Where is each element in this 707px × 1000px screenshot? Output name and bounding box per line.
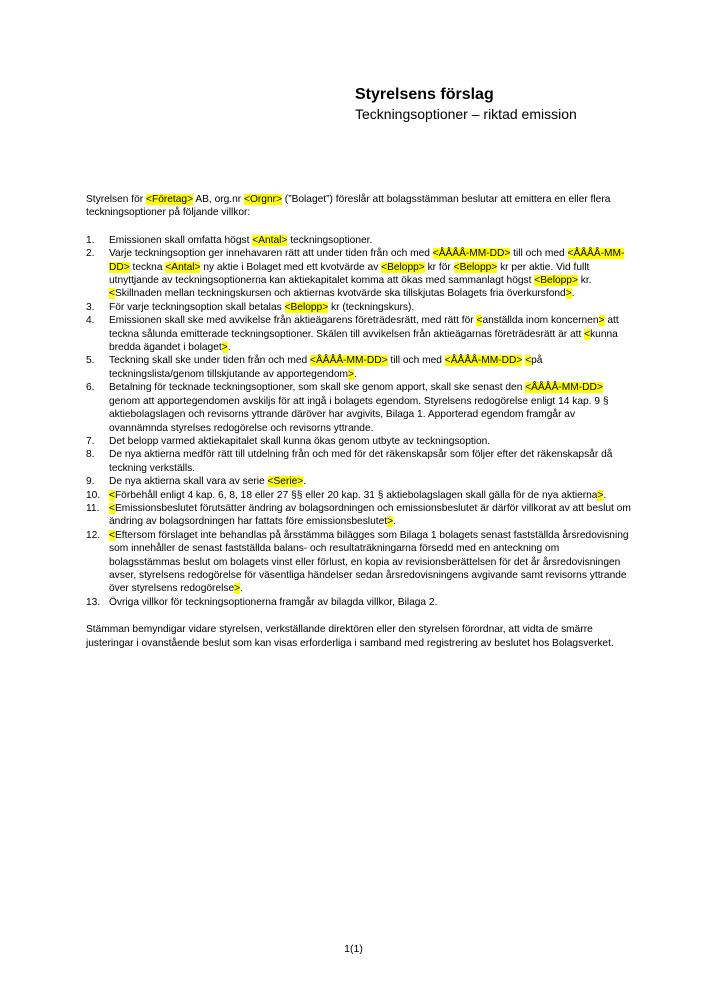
text-segment: kr för (424, 261, 454, 273)
clause-item (86, 354, 631, 381)
text-segment: till och med (387, 355, 445, 367)
text-segment: till och med (510, 248, 568, 260)
placeholder-highlight: <ÅÅÅÅ-MM-DD> (444, 355, 523, 367)
placeholder-highlight: < (109, 502, 115, 514)
placeholder-highlight: <Antal> (252, 234, 288, 246)
clause-text (109, 355, 542, 379)
clause-item (86, 502, 631, 529)
placeholder-highlight: > (597, 489, 604, 501)
text-segment: att teckna sålunda emitterade teckningsoptioner. Skälen till avvikelsen från aktieägarnas företrädesrätt är att (109, 315, 619, 340)
clause-number: 3. (86, 301, 95, 313)
text-segment: Skillnaden mellan teckningskursen och aktiernas kvotvärde ska tillskjutas Bolagets fria överkursfond (114, 288, 566, 300)
placeholder-highlight: < (476, 315, 483, 327)
text-segment: Emissionen skall omfatta högst (109, 234, 253, 246)
clause-item (86, 314, 631, 354)
text-segment: Förbehåll enligt 4 kap. 6, 8, 18 eller 27 §§ eller 20 kap. 31 § aktiebolagslagen skall gälla för de nya aktierna (114, 489, 598, 501)
clause-item (86, 475, 631, 488)
placeholder-highlight: > (565, 288, 572, 300)
text-segment: För varje teckningsoption skall betalas (109, 301, 285, 313)
clause-number: 8. (86, 449, 95, 461)
placeholder-highlight: <ÅÅÅÅ-MM-DD> (310, 355, 388, 367)
placeholder-highlight: <ÅÅÅÅ-MM-DD> (432, 248, 511, 260)
clause-text (109, 503, 631, 527)
text-segment: kr per aktie. Vid fullt utnyttjande av teckningsoptionerna kan aktiekapitalet komma att ökas med sammanlagt högst (109, 261, 590, 287)
text-segment: ny aktie i Bolaget med ett kvotvärde av (200, 261, 382, 273)
clause-text (109, 248, 624, 299)
clause-number: 13. (86, 596, 101, 608)
text-segment: De nya aktierna skall vara av serie (109, 476, 268, 488)
clause-item (86, 381, 631, 435)
placeholder-highlight: <Belopp> (381, 261, 425, 273)
placeholder-highlight: < (109, 489, 115, 501)
placeholder-highlight: <ÅÅÅÅ-MM-DD> (525, 382, 603, 394)
placeholder-highlight: < (525, 355, 532, 367)
text-segment: Varje teckningsoption ger innehavaren rätt att under tiden från och med (109, 248, 433, 260)
closing-paragraph: Stämman bemyndigar vidare styrelsen, verkställande direktören eller den styrelsen förordnar, att vidta de smärre justeringar i ovanstående beslut som kan visas erforderliga i samband med registrering av beslutet hos Bolagsverket. (86, 624, 614, 649)
clause-item (86, 247, 631, 301)
text-segment: . (603, 489, 607, 501)
text-segment: . (353, 368, 357, 380)
clause-text (109, 315, 619, 353)
text-segment: . (393, 516, 396, 528)
clause-item (86, 435, 631, 448)
document-body (86, 193, 631, 650)
text-segment: Emissionen skall ske med avvikelse från aktieägarens företrädesrätt, med rätt för (109, 315, 477, 327)
placeholder-highlight: > (387, 516, 394, 528)
page-number: 1(1) (344, 943, 363, 955)
text-segment: Emissionsbeslutet förutsätter ändring av bolagsordningen och emissionsbeslutet är därför villkorat av att beslut om ändring av bolagsordningen har fattats före emissionsbeslutet (109, 502, 631, 528)
placeholder-highlight: <Belopp> (534, 275, 578, 287)
text-segment: Teckning skall ske under tiden från och med (109, 355, 311, 367)
placeholder-highlight: > (598, 315, 605, 327)
clause-number: 12. (86, 529, 101, 541)
placeholder-highlight: <Serie> (267, 476, 304, 488)
intro-paragraph (86, 193, 631, 220)
document-title: Styrelsens förslag (355, 86, 494, 103)
placeholder-highlight: > (234, 583, 241, 595)
text-segment: kr. (577, 275, 592, 287)
clause-item (86, 529, 631, 596)
clause-text (109, 235, 372, 246)
placeholder-highlight: < (584, 328, 591, 340)
clause-text (109, 476, 306, 487)
text-segment: Eftersom förslaget inte behandlas på årsstämma bilägges som Bilaga 1 bolagets senast fastställda årsredovisning som innehåller de senast fastställda balans- och resultaträkningarna försedd med en anteckning om bolagsstämmas beslut om bolagets vinst eller förlust, en kopia av revisionsberättelsen för det år årsredovisningen avser, styrelsens redogörelse för väsentliga händelser sedan årsredovisningens avgivande samt revisorns yttrande över styrelsens redogörelse (109, 529, 629, 595)
text-segment: Betalning för tecknade teckningsoptioner, som skall ske genom apport, skall ske senast den (109, 382, 526, 394)
clause-number: 1. (86, 234, 95, 246)
text-segment: . (571, 288, 575, 300)
text-segment: . (303, 476, 307, 488)
placeholder-highlight: <Antal> (165, 261, 201, 273)
text-segment: Övriga villkor för teckningsoptionerna framgår av bilagda villkor, Bilaga 2. (109, 596, 438, 608)
clause-number: 10. (86, 489, 101, 501)
placeholder-highlight: <Belopp> (453, 261, 498, 273)
clause-number: 2. (86, 248, 95, 260)
placeholder-highlight: < (109, 529, 115, 541)
clause-text (109, 436, 490, 447)
clause-text (109, 382, 609, 433)
placeholder-highlight: <Orgnr> (244, 194, 282, 205)
text-segment: teckningsoptioner. (287, 234, 373, 246)
clause-text (109, 597, 437, 608)
text-segment: på teckningslista/genom tillskjutande av apportegendom (109, 355, 543, 380)
clause-item (86, 234, 631, 247)
clause-item (86, 301, 631, 314)
text-segment: . (227, 342, 231, 354)
placeholder-highlight: <Belopp> (284, 301, 329, 313)
clause-number: 7. (86, 435, 95, 447)
text-segment: AB, org.nr (193, 194, 245, 205)
document-subtitle: Teckningsoptioner – riktad emission (355, 106, 577, 122)
text-segment: De nya aktierna medför rätt till utdelning från och med för det räkenskapsår som följer efter det räkenskapsår då teckning verkställs. (109, 449, 613, 474)
placeholder-highlight: > (347, 368, 354, 380)
text-segment: anställda inom koncernen (482, 315, 599, 327)
clause-text (109, 302, 414, 313)
text-segment: teckna (129, 261, 166, 273)
clause-number: 5. (86, 355, 95, 367)
clause-item (86, 448, 631, 475)
text-segment: kr (teckningskurs). (328, 301, 415, 313)
placeholder-highlight: <ÅÅÅÅ-MM-DD> (109, 248, 625, 273)
text-segment: . (240, 583, 243, 595)
text-segment: Styrelsen för (86, 194, 147, 205)
clause-number: 11. (86, 502, 100, 514)
text-segment: Det belopp varmed aktiekapitalet skall kunna ökas genom utbyte av teckningsoption. (109, 435, 491, 447)
clause-list (86, 234, 631, 609)
clause-text (109, 490, 606, 501)
text-segment: kunna bredda ägandet i bolaget (109, 328, 618, 354)
document-header (355, 85, 685, 123)
clause-number: 4. (86, 315, 95, 327)
clause-text (109, 449, 612, 473)
clause-item (86, 489, 631, 502)
clause-item (86, 596, 631, 609)
clause-number: 9. (86, 476, 95, 488)
text-segment: (”Bolaget”) föreslår att bolagsstämman beslutar att emittera en eller flera teckningsoptioner på följande villkor: (86, 194, 611, 219)
text-segment: genom att apportegendomen avskiljs för att ingå i bolagets egendom. Styrelsens redogörelse enligt 14 kap. 9 § aktiebolagslagen och revisorns yttrande däröver har avgivits, Bilaga 1. Apporterad egendom framgår av ovannämnda styrelses redogörelse och revisorns yttrande. (109, 395, 609, 434)
placeholder-highlight: <Företag> (146, 194, 194, 205)
placeholder-highlight: < (109, 288, 115, 300)
clause-number: 6. (86, 382, 95, 394)
clause-text (109, 530, 629, 595)
placeholder-highlight: > (221, 342, 228, 354)
